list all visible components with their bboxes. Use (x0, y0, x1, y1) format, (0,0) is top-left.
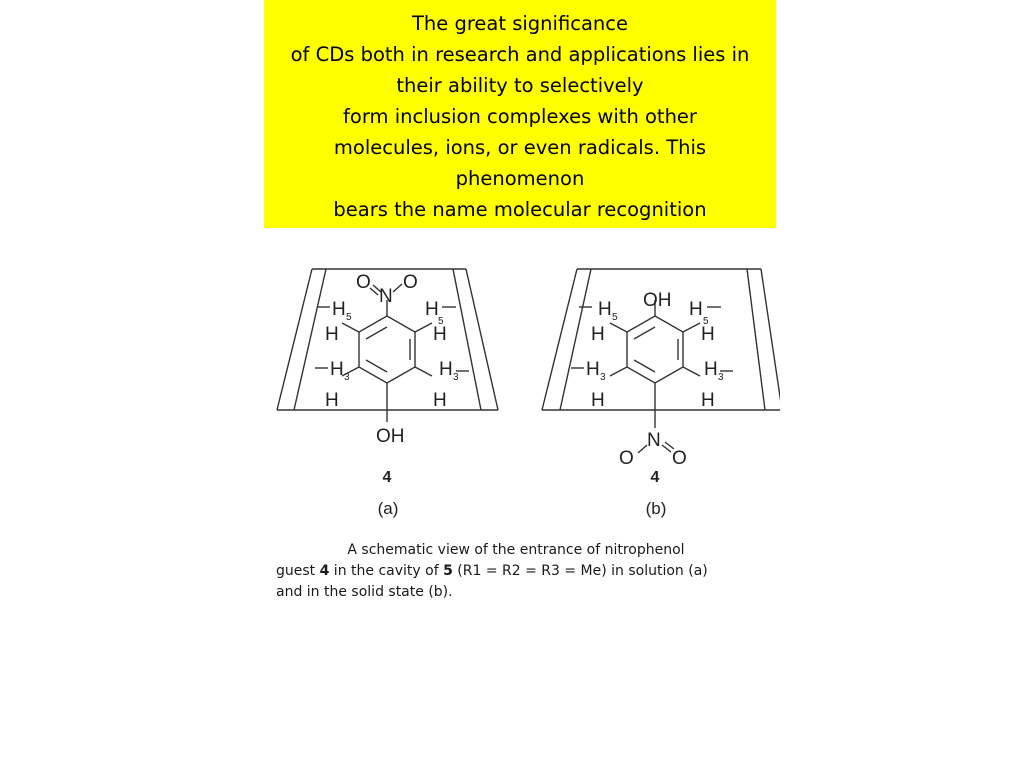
caption-bold: 4 (319, 563, 330, 579)
atom-label: N (379, 286, 393, 307)
atom-label: H (332, 299, 346, 320)
subscript: 5 (703, 316, 709, 327)
text-line: of CDs both in research and applications lies in (290, 43, 750, 66)
caption-line: and in the solid state (b). (276, 584, 453, 600)
compound-number: 4 (382, 469, 392, 486)
atom-label: O (356, 272, 371, 293)
caption-bold: 5 (443, 563, 453, 579)
subscript: 3 (344, 372, 350, 383)
text-line: form inclusion complexes with other (343, 105, 697, 128)
text-line: phenomenon (455, 167, 585, 190)
atom-label: H (591, 390, 605, 411)
atom-label: O (672, 448, 687, 469)
panel-label: (b) (645, 499, 667, 518)
caption-text: guest (276, 563, 320, 579)
subscript: 5 (612, 312, 618, 323)
atom-label: O (403, 272, 418, 293)
atom-label: H (704, 359, 718, 380)
atom-label: O (619, 448, 634, 469)
atom-label: H (701, 324, 715, 345)
atom-label: H (701, 390, 715, 411)
atom-label: OH (643, 290, 672, 311)
figure-caption (276, 540, 746, 603)
chemical-scheme-figure (270, 258, 780, 528)
atom-label: H (598, 299, 612, 320)
text-line: their ability to selectively (396, 74, 644, 97)
atom-label: H (433, 324, 447, 345)
subscript: 3 (718, 372, 724, 383)
atom-label: H (439, 359, 453, 380)
atom-label: H (689, 299, 703, 320)
subscript: 5 (438, 316, 444, 327)
atom-label: H (591, 324, 605, 345)
subscript: 3 (453, 372, 459, 383)
compound-number: 4 (650, 469, 660, 486)
highlight-text-box (264, 0, 776, 228)
atom-label: H (433, 390, 447, 411)
atom-label: H (325, 390, 339, 411)
atom-label: OH (376, 426, 405, 447)
text-line: bears the name molecular recognition (333, 198, 707, 221)
subscript: 3 (600, 372, 606, 383)
atom-label: H (330, 359, 344, 380)
caption-line (276, 561, 746, 582)
atom-label: N (647, 430, 661, 451)
atom-label: H (325, 324, 339, 345)
caption-text: in the cavity of (329, 563, 444, 579)
panel-label: (a) (377, 499, 399, 518)
subscript: 5 (346, 312, 352, 323)
atom-label: H (425, 299, 439, 320)
caption-line: A schematic view of the entrance of nitrophenol (347, 542, 685, 558)
caption-text: (R1 = R2 = R3 = Me) in solution (a) (452, 563, 708, 579)
text-line: molecules, ions, or even radicals. This (333, 136, 707, 159)
atom-label: H (586, 359, 600, 380)
text-line: The great significance (412, 12, 628, 35)
